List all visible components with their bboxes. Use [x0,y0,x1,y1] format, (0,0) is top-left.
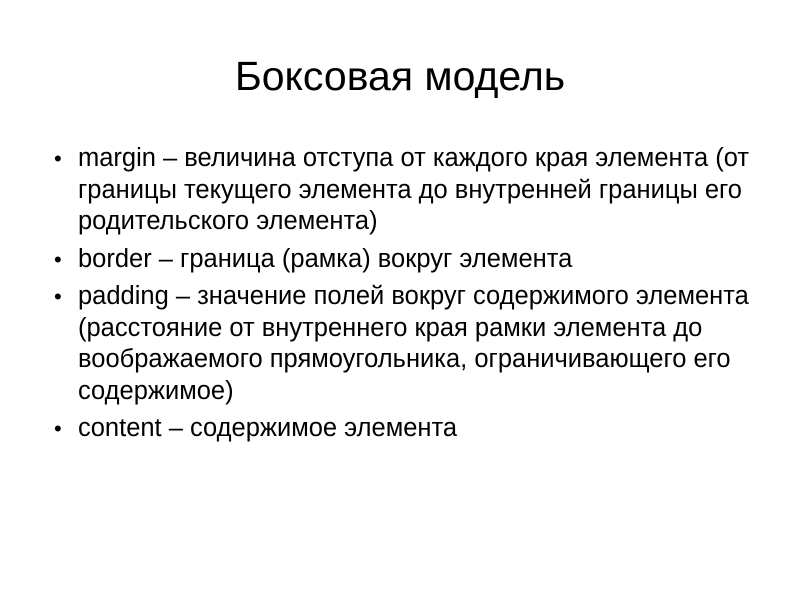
bullet-dot-icon: • [54,284,62,309]
bullet-item-content [48,413,768,445]
bullet-dot-icon: • [54,246,62,272]
bullet-text: content – содержимое элемента [78,414,458,442]
slide-title: Боксовая модель [234,53,566,99]
bullet-list [48,143,768,451]
bullet-item-border [48,244,768,276]
bullet-item-margin [48,143,768,238]
bullet-text: border – граница (рамка) вокруг элемента [78,244,573,273]
bullet-text: padding – значение полей вокруг содержимого элемента (расстояние от внутреннего края рамки элемента до воображаемого прямоугольника, ограничивающего его содержимое) [78,282,749,405]
bullet-dot-icon: • [54,416,62,441]
bullet-dot-icon: • [54,146,62,171]
bullet-text: margin – величина отступа от каждого края элемента (от границы текущего элемента до внутренней границы его родительского элемента) [78,144,750,235]
bullet-item-padding [48,281,768,407]
